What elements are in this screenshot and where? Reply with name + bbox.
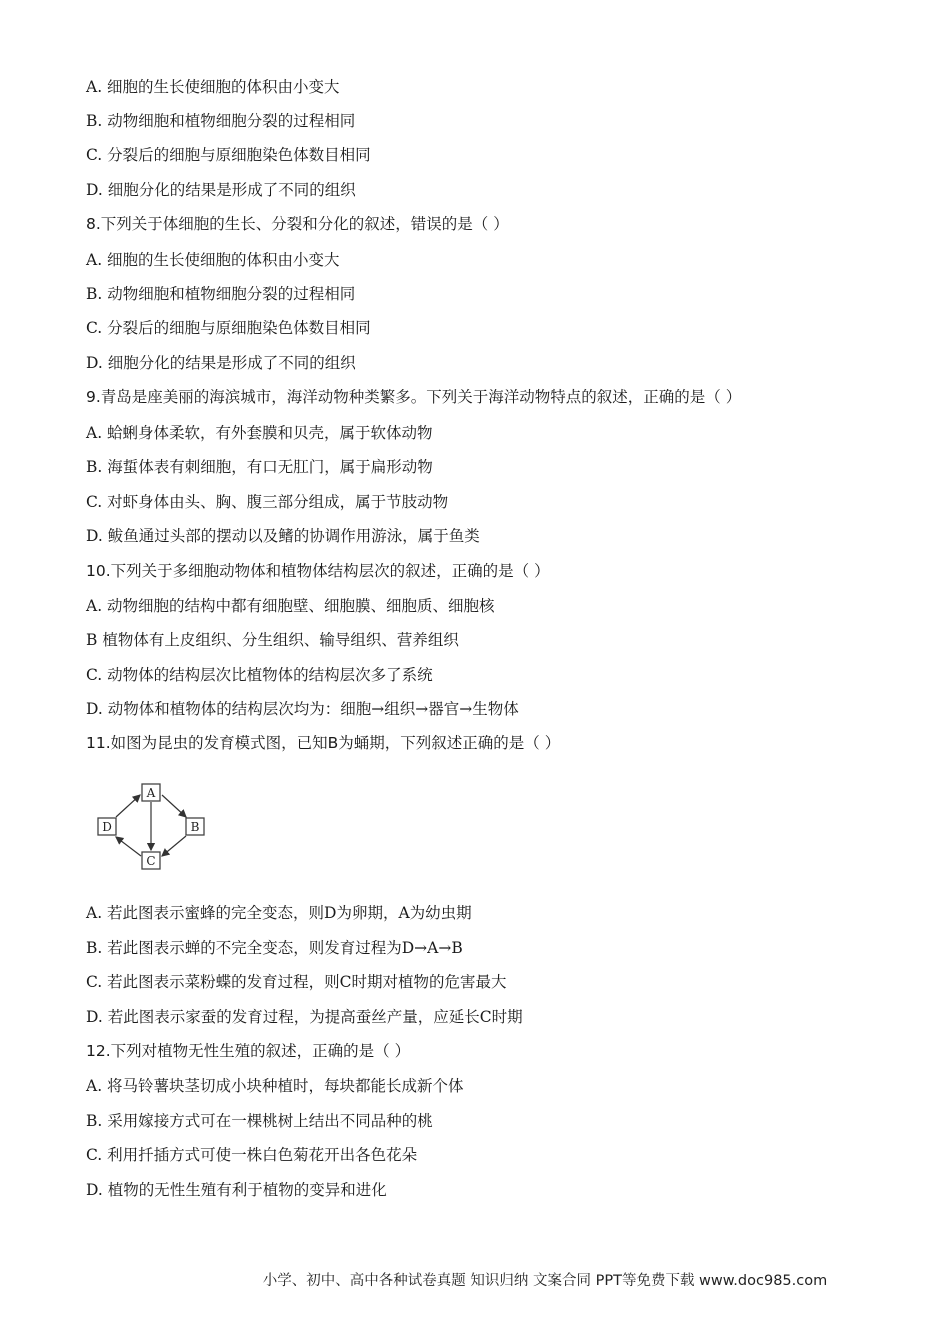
option-line: D. 若此图表示家蚕的发育过程，为提高蚕丝产量，应延长C时期 — [86, 1008, 523, 1026]
arrow-b-to-c — [162, 836, 186, 856]
node-a-label: A — [146, 786, 156, 800]
option-line: C. 利用扦插方式可使一株白色菊花开出各色花朵 — [86, 1146, 418, 1164]
node-b-label: B — [190, 820, 200, 834]
option-line: A. 细胞的生长使细胞的体积由小变大 — [86, 251, 340, 269]
option-line: B. 若此图表示蝉的不完全变态，则发育过程为D→A→B — [86, 939, 463, 957]
option-line: C. 动物体的结构层次比植物体的结构层次多了系统 — [86, 666, 433, 684]
question-12: 12.下列对植物无性生殖的叙述，正确的是（ ） — [86, 1042, 411, 1060]
question-11: 11.如图为昆虫的发育模式图，已知B为蛹期，下列叙述正确的是（ ） — [86, 734, 561, 752]
option-line: B. 采用嫁接方式可在一棵桃树上结出不同品种的桃 — [86, 1112, 433, 1130]
option-line: A. 将马铃薯块茎切成小块种植时，每块都能长成新个体 — [86, 1077, 464, 1095]
option-line: A. 动物细胞的结构中都有细胞壁、细胞膜、细胞质、细胞核 — [86, 597, 495, 615]
arrow-d-to-a — [116, 795, 140, 817]
option-line: C. 对虾身体由头、胸、腹三部分组成，属于节肢动物 — [86, 493, 449, 511]
option-line: B. 海蜇体表有刺细胞，有口无肛门，属于扁形动物 — [86, 458, 433, 476]
question-9: 9.青岛是座美丽的海滨城市，海洋动物种类繁多。下列关于海洋动物特点的叙述，正确的是（ ） — [86, 388, 742, 406]
option-line: D. 细胞分化的结果是形成了不同的组织 — [86, 354, 356, 372]
insect-development-diagram — [94, 782, 210, 874]
option-line: D. 细胞分化的结果是形成了不同的组织 — [86, 181, 356, 199]
node-c-label: C — [146, 854, 156, 868]
option-line: C. 分裂后的细胞与原细胞染色体数目相同 — [86, 146, 371, 164]
option-line: B 植物体有上皮组织、分生组织、输导组织、营养组织 — [86, 631, 459, 649]
option-line: C. 若此图表示菜粉蝶的发育过程，则C时期对植物的危害最大 — [86, 973, 507, 991]
option-line: A. 若此图表示蜜蜂的完全变态，则D为卵期，A为幼虫期 — [86, 904, 472, 922]
option-line: B. 动物细胞和植物细胞分裂的过程相同 — [86, 112, 356, 130]
page-footer: 小学、初中、高中各种试卷真题 知识归纳 文案合同 PPT等免费下载 www.doc985.com — [262, 1273, 828, 1289]
arrow-c-to-d — [116, 837, 141, 856]
option-line: C. 分裂后的细胞与原细胞染色体数目相同 — [86, 319, 371, 337]
option-line: A. 细胞的生长使细胞的体积由小变大 — [86, 78, 340, 96]
option-line: A. 蛤蜊身体柔软，有外套膜和贝壳，属于软体动物 — [86, 424, 433, 442]
option-line: D. 鲅鱼通过头部的摆动以及鳍的协调作用游泳，属于鱼类 — [86, 527, 480, 545]
question-10: 10.下列关于多细胞动物体和植物体结构层次的叙述，正确的是（ ） — [86, 562, 550, 580]
option-line: D. 动物体和植物体的结构层次均为：细胞→组织→器官→生物体 — [86, 700, 519, 718]
node-d-label: D — [102, 820, 112, 834]
option-line: B. 动物细胞和植物细胞分裂的过程相同 — [86, 285, 356, 303]
option-line: D. 植物的无性生殖有利于植物的变异和进化 — [86, 1181, 387, 1199]
question-8: 8.下列关于体细胞的生长、分裂和分化的叙述，错误的是（ ） — [86, 215, 509, 233]
arrow-a-to-b — [162, 795, 186, 817]
